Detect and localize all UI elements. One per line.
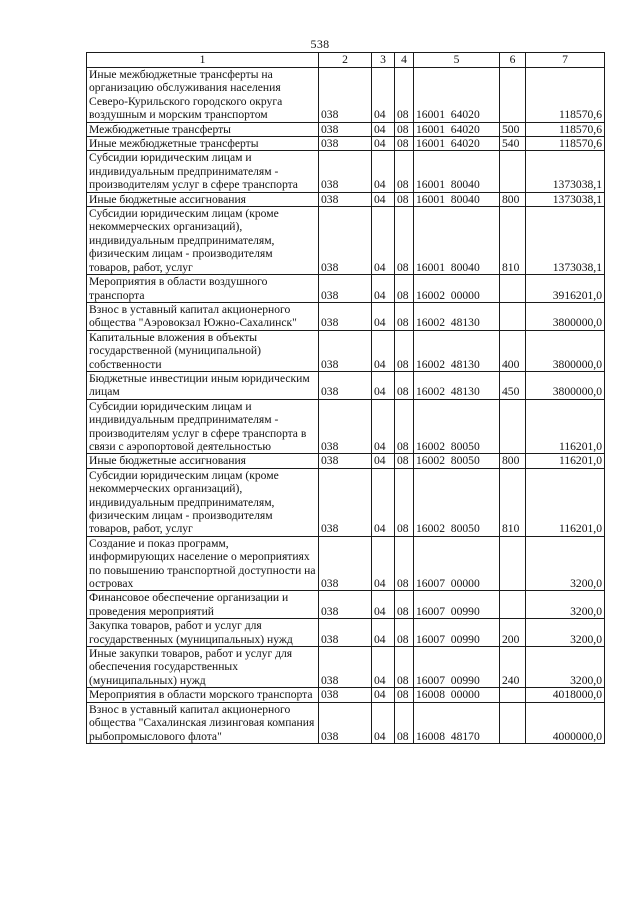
amount-cell: 1373038,1	[526, 192, 605, 206]
expense-type-cell	[500, 536, 526, 591]
subsection-code-cell: 08	[395, 688, 414, 702]
subsection-code-cell: 08	[395, 137, 414, 151]
target-article-cell: 16007 00000	[414, 536, 500, 591]
section-code-cell: 04	[372, 151, 395, 192]
expense-type-cell: 810	[500, 207, 526, 275]
table-row	[87, 688, 605, 702]
target-article-cell: 16008 48170	[414, 702, 500, 743]
header-cell: 3	[372, 53, 395, 68]
subsection-code-cell: 08	[395, 702, 414, 743]
item-name-cell: Бюджетные инвестиции иным юридическим лицам	[87, 371, 319, 399]
expense-type-cell	[500, 688, 526, 702]
amount-cell: 3800000,0	[526, 330, 605, 371]
section-code-cell: 04	[372, 702, 395, 743]
section-code-cell: 04	[372, 619, 395, 647]
amount-cell: 1373038,1	[526, 207, 605, 275]
table-row	[87, 330, 605, 371]
target-article-cell: 16008 00000	[414, 688, 500, 702]
item-name-cell: Субсидии юридическим лицам и индивидуальным предпринимателям - производителям услуг в сфере транспорта	[87, 151, 319, 192]
section-code-cell: 04	[372, 371, 395, 399]
ministry-code-cell: 038	[319, 207, 372, 275]
target-article-cell: 16001 80040	[414, 151, 500, 192]
ministry-code-cell: 038	[319, 647, 372, 688]
target-article-cell: 16001 64020	[414, 68, 500, 123]
header-cell: 4	[395, 53, 414, 68]
item-name-cell: Создание и показ программ, информирующих население о мероприятиях по повышению транспортной доступности на островах	[87, 536, 319, 591]
subsection-code-cell: 08	[395, 619, 414, 647]
table-row	[87, 192, 605, 206]
target-article-cell: 16001 80040	[414, 192, 500, 206]
amount-cell: 3200,0	[526, 619, 605, 647]
table-row	[87, 619, 605, 647]
item-name-cell: Иные межбюджетные трансферты	[87, 137, 319, 151]
table-row	[87, 647, 605, 688]
target-article-cell: 16001 64020	[414, 122, 500, 136]
header-cell: 2	[319, 53, 372, 68]
table-row	[87, 207, 605, 275]
subsection-code-cell: 08	[395, 275, 414, 303]
expense-type-cell: 450	[500, 371, 526, 399]
target-article-cell: 16002 00000	[414, 275, 500, 303]
ministry-code-cell: 038	[319, 454, 372, 468]
section-code-cell: 04	[372, 275, 395, 303]
amount-cell: 116201,0	[526, 399, 605, 454]
expense-type-cell: 400	[500, 330, 526, 371]
target-article-cell: 16007 00990	[414, 619, 500, 647]
item-name-cell: Иные бюджетные ассигнования	[87, 454, 319, 468]
item-name-cell: Мероприятия в области воздушного транспорта	[87, 275, 319, 303]
target-article-cell: 16001 64020	[414, 137, 500, 151]
expense-type-cell	[500, 302, 526, 330]
table-row	[87, 151, 605, 192]
header-cell: 1	[87, 53, 319, 68]
item-name-cell: Иные закупки товаров, работ и услуг для обеспечения государственных (муниципальных) нужд	[87, 647, 319, 688]
target-article-cell: 16002 48130	[414, 330, 500, 371]
header-cell: 6	[500, 53, 526, 68]
subsection-code-cell: 08	[395, 371, 414, 399]
amount-cell: 4000000,0	[526, 702, 605, 743]
expense-type-cell: 240	[500, 647, 526, 688]
subsection-code-cell: 08	[395, 330, 414, 371]
item-name-cell: Взнос в уставный капитал акционерного общества "Сахалинская лизинговая компания рыбопромыслового флота"	[87, 702, 319, 743]
subsection-code-cell: 08	[395, 207, 414, 275]
subsection-code-cell: 08	[395, 536, 414, 591]
ministry-code-cell: 038	[319, 151, 372, 192]
amount-cell: 3200,0	[526, 591, 605, 619]
item-name-cell: Субсидии юридическим лицам (кроме некоммерческих организаций), индивидуальным предпринимателям, физическим лицам - производителям товаров, работ, услуг	[87, 207, 319, 275]
budget-table	[86, 52, 605, 744]
item-name-cell: Финансовое обеспечение организации и проведения мероприятий	[87, 591, 319, 619]
table-row	[87, 371, 605, 399]
subsection-code-cell: 08	[395, 647, 414, 688]
expense-type-cell	[500, 399, 526, 454]
amount-cell: 3916201,0	[526, 275, 605, 303]
section-code-cell: 04	[372, 302, 395, 330]
header-cell: 5	[414, 53, 500, 68]
item-name-cell: Межбюджетные трансферты	[87, 122, 319, 136]
section-code-cell: 04	[372, 647, 395, 688]
expense-type-cell	[500, 702, 526, 743]
table-row	[87, 536, 605, 591]
ministry-code-cell: 038	[319, 68, 372, 123]
ministry-code-cell: 038	[319, 275, 372, 303]
ministry-code-cell: 038	[319, 302, 372, 330]
subsection-code-cell: 08	[395, 192, 414, 206]
section-code-cell: 04	[372, 122, 395, 136]
section-code-cell: 04	[372, 468, 395, 536]
target-article-cell: 16002 80050	[414, 468, 500, 536]
target-article-cell: 16002 80050	[414, 454, 500, 468]
expense-type-cell: 800	[500, 454, 526, 468]
table-row	[87, 137, 605, 151]
amount-cell: 1373038,1	[526, 151, 605, 192]
item-name-cell: Иные бюджетные ассигнования	[87, 192, 319, 206]
item-name-cell: Капитальные вложения в объекты государственной (муниципальной) собственности	[87, 330, 319, 371]
subsection-code-cell: 08	[395, 68, 414, 123]
amount-cell: 3800000,0	[526, 302, 605, 330]
table-row	[87, 275, 605, 303]
expense-type-cell: 500	[500, 122, 526, 136]
table-header	[87, 53, 605, 68]
amount-cell: 118570,6	[526, 68, 605, 123]
amount-cell: 118570,6	[526, 137, 605, 151]
ministry-code-cell: 038	[319, 399, 372, 454]
subsection-code-cell: 08	[395, 302, 414, 330]
ministry-code-cell: 038	[319, 688, 372, 702]
target-article-cell: 16001 80040	[414, 207, 500, 275]
subsection-code-cell: 08	[395, 122, 414, 136]
subsection-code-cell: 08	[395, 454, 414, 468]
section-code-cell: 04	[372, 207, 395, 275]
target-article-cell: 16007 00990	[414, 591, 500, 619]
item-name-cell: Иные межбюджетные трансферты на организацию обслуживания населения Северо-Курильского городского округа воздушным и морским транспортом	[87, 68, 319, 123]
amount-cell: 3200,0	[526, 536, 605, 591]
amount-cell: 118570,6	[526, 122, 605, 136]
table-row	[87, 468, 605, 536]
table-row	[87, 68, 605, 123]
expense-type-cell	[500, 151, 526, 192]
table-row	[87, 454, 605, 468]
target-article-cell: 16007 00990	[414, 647, 500, 688]
expense-type-cell	[500, 275, 526, 303]
header-row	[87, 53, 605, 68]
subsection-code-cell: 08	[395, 468, 414, 536]
section-code-cell: 04	[372, 192, 395, 206]
expense-type-cell: 200	[500, 619, 526, 647]
ministry-code-cell: 038	[319, 468, 372, 536]
item-name-cell: Субсидии юридическим лицам (кроме некоммерческих организаций), индивидуальным предпринимателям, физическим лицам - производителям товаров, работ, услуг	[87, 468, 319, 536]
table-row	[87, 591, 605, 619]
ministry-code-cell: 038	[319, 330, 372, 371]
section-code-cell: 04	[372, 591, 395, 619]
section-code-cell: 04	[372, 68, 395, 123]
page-number: 538	[310, 37, 330, 51]
subsection-code-cell: 08	[395, 151, 414, 192]
section-code-cell: 04	[372, 330, 395, 371]
section-code-cell: 04	[372, 536, 395, 591]
amount-cell: 3800000,0	[526, 371, 605, 399]
expense-type-cell: 810	[500, 468, 526, 536]
amount-cell: 3200,0	[526, 647, 605, 688]
target-article-cell: 16002 80050	[414, 399, 500, 454]
header-cell: 7	[526, 53, 605, 68]
section-code-cell: 04	[372, 688, 395, 702]
item-name-cell: Мероприятия в области морского транспорта	[87, 688, 319, 702]
ministry-code-cell: 038	[319, 192, 372, 206]
ministry-code-cell: 038	[319, 137, 372, 151]
ministry-code-cell: 038	[319, 591, 372, 619]
subsection-code-cell: 08	[395, 399, 414, 454]
ministry-code-cell: 038	[319, 371, 372, 399]
amount-cell: 116201,0	[526, 468, 605, 536]
amount-cell: 4018000,0	[526, 688, 605, 702]
item-name-cell: Закупка товаров, работ и услуг для государственных (муниципальных) нужд	[87, 619, 319, 647]
expense-type-cell: 800	[500, 192, 526, 206]
ministry-code-cell: 038	[319, 702, 372, 743]
expense-type-cell	[500, 591, 526, 619]
table-row	[87, 302, 605, 330]
table-row	[87, 122, 605, 136]
ministry-code-cell: 038	[319, 536, 372, 591]
ministry-code-cell: 038	[319, 122, 372, 136]
ministry-code-cell: 038	[319, 619, 372, 647]
target-article-cell: 16002 48130	[414, 302, 500, 330]
section-code-cell: 04	[372, 454, 395, 468]
subsection-code-cell: 08	[395, 591, 414, 619]
amount-cell: 116201,0	[526, 454, 605, 468]
expense-type-cell	[500, 68, 526, 123]
item-name-cell: Субсидии юридическим лицам и индивидуальным предпринимателям - производителям услуг в сфере транспорта в связи с аэропортовой деятельностью	[87, 399, 319, 454]
item-name-cell: Взнос в уставный капитал акционерного общества "Аэровокзал Южно-Сахалинск"	[87, 302, 319, 330]
table-row	[87, 399, 605, 454]
target-article-cell: 16002 48130	[414, 371, 500, 399]
section-code-cell: 04	[372, 399, 395, 454]
table-row	[87, 702, 605, 743]
section-code-cell: 04	[372, 137, 395, 151]
expense-type-cell: 540	[500, 137, 526, 151]
